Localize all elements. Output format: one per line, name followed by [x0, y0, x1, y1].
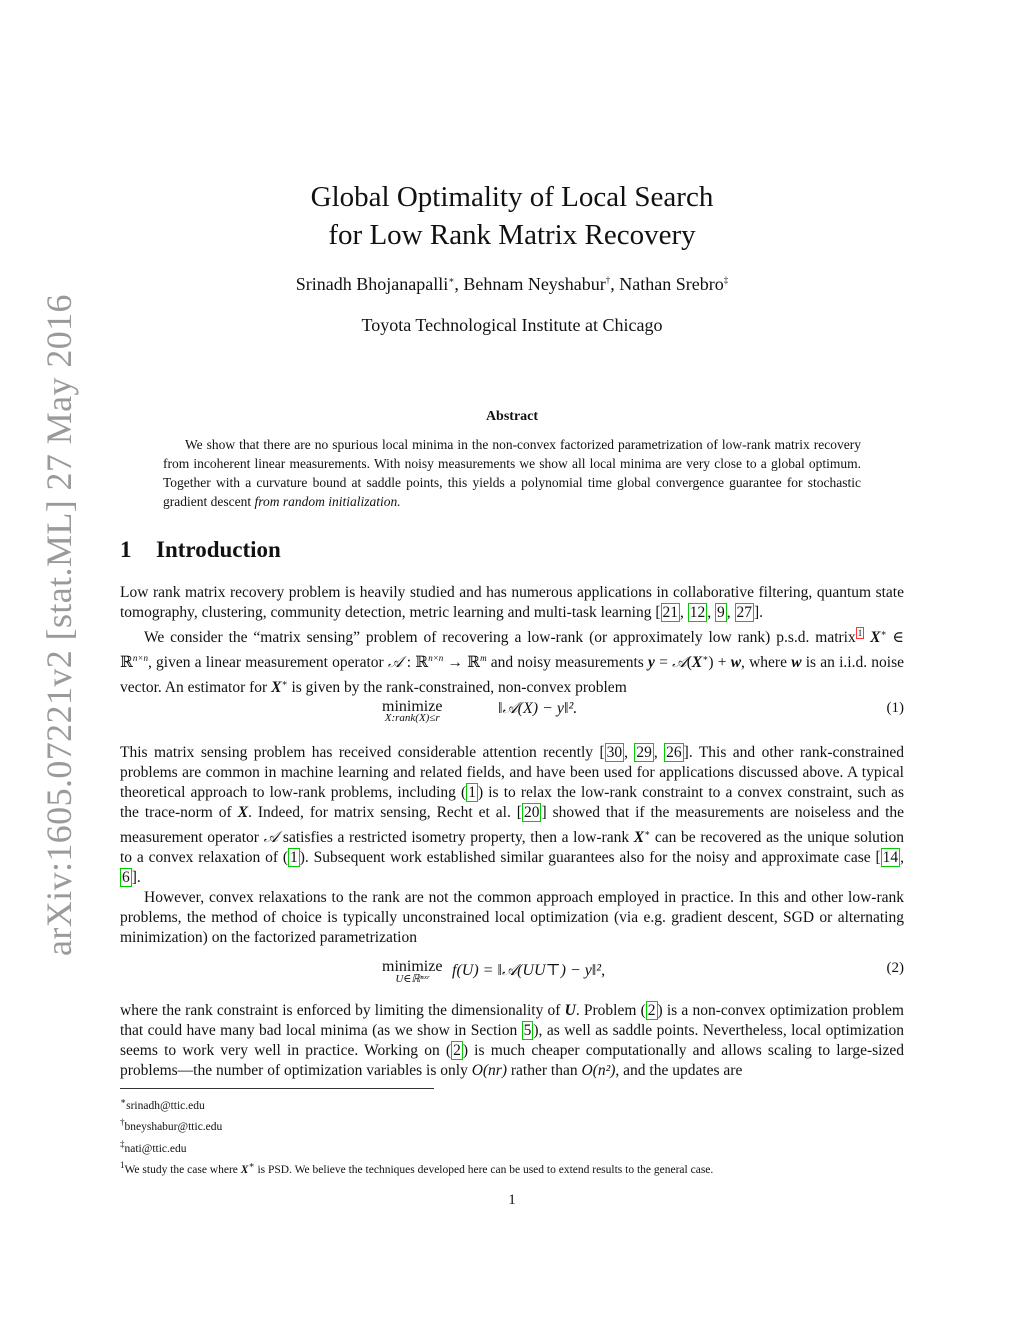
arxiv-stamp-text: arXiv:1605.07221v2 [stat.ML] 27 May 2016 [39, 294, 79, 956]
citation-link[interactable]: 9 [717, 604, 725, 621]
footnotes [120, 1093, 904, 1178]
page-number: 1 [508, 1192, 516, 1208]
equation-link[interactable]: 2 [647, 1002, 656, 1019]
citation-link[interactable]: 29 [636, 744, 652, 761]
intro-paragraph-1: Low rank matrix recovery problem is heavily studied and has numerous applications in collaborative filtering, quantum state tomography, clustering, community detection, metric learning and multi-task learning [ 21 , 12 , 9 , 27 ]. We consider the “matrix sensing” problem of recovering a low-rank (or approximately low rank) p.s.d. matrix $^1$ X∗ ∈ ℝ$^{n\times n}$, given a linear measurement operator 𝒜 : ℝ$^{n\times n}$ → ℝ$^m$ and noisy measurements y = 𝒜(X∗) + w, where w is an i.i.d. noise vector. An estimator for X∗ is given by the rank-constrained, non-convex problem [120, 584, 905, 697]
equation-2: minimize U∈ℝⁿˣʳ f(U) = ‖𝒜(UU⊤) − y‖², (2) [382, 958, 904, 985]
footnote-link[interactable]: 1 [857, 628, 863, 638]
citation-link[interactable]: 27 [736, 604, 752, 621]
footnote-2: †bneyshabur@ttic.edu [120, 1117, 223, 1134]
citation-link[interactable]: 12 [689, 604, 706, 621]
equation-link[interactable]: 2 [453, 1042, 461, 1059]
citation-link[interactable]: 6 [122, 869, 130, 887]
author-2: Behnam Neyshabur [463, 274, 606, 294]
footnote-3: ‡nati@ttic.edu [120, 1138, 187, 1155]
paper-title-line1: Global Optimality of Local Search [310, 181, 714, 213]
author-list: Srinadh Bhojanapalli∗, Behnam Neyshabur†, Nathan Srebro‡ [295, 274, 729, 294]
equation-link[interactable]: 1 [468, 784, 476, 801]
equation-1: minimize X:rank(X)≤r ‖𝒜(X) − y‖². (1) [382, 698, 904, 724]
abstract-heading: Abstract [485, 409, 539, 424]
citation-link[interactable]: 21 [662, 604, 678, 621]
section-link[interactable]: 5 [523, 1022, 532, 1039]
intro-paragraph-2: This matrix sensing problem has received considerable attention recently [ 30 , 29 , 26 ]. This and other rank-constrained problems are common in machine learning and related fields, and have been used for applications discussed above. A typical theoretical approach to low-rank problems, including ( 1 ) is to relax the low-rank constraint to a convex constraint, such as the trace-norm of X. Indeed, for matrix sensing, Recht et al. [ 20 ] showed that if the measurements are noiseless and the measurement operator 𝒜 satisfies a restricted isometry property, then a low-rank X∗ can be recovered as the unique solution to a convex relaxation of ( 1 ). Subsequent work established similar guarantees also for the noisy and approximate case [ 14 , 6 ]. However, convex relaxations to the rank are not the common approach employed in practice. In this and other low-rank problems, the method of choice is typically unconstrained local optimization (via e.g. gradient descent, SGD or alternating minimization) on the factorized parametrization [120, 744, 905, 947]
citation-link[interactable]: 30 [606, 744, 623, 761]
footnote-1: ∗srinadh@ttic.edu [120, 1096, 205, 1112]
author-1: Srinadh Bhojanapalli [295, 274, 449, 294]
section-heading: 1 Introduction [120, 537, 281, 562]
footnote-4: $^1$We study the case where X∗ is PSD. We believe the techniques developed here can be used to extend results to the general case. [120, 1159, 714, 1176]
abstract-body: We show that there are no spurious local minima in the non-convex factorized parametrization of low-rank matrix recovery from incoherent linear measurements. With noisy measurements we show all local minima are very close to a global optimum. Together with a curvature bound at saddle points, this yields a polynomial time global convergence guarantee for stochastic gradient descent from random initialization. [163, 437, 861, 509]
citation-link[interactable]: 14 [882, 849, 899, 867]
citation-link[interactable]: 20 [523, 804, 540, 821]
citation-link[interactable]: 26 [666, 744, 682, 761]
equation-link[interactable]: 1 [290, 849, 298, 867]
author-3: Nathan Srebro [619, 274, 724, 294]
affiliation: Toyota Technological Institute at Chicago [361, 315, 663, 335]
footnote-rule [120, 1088, 434, 1089]
paper-title-line2: for Low Rank Matrix Recovery [328, 219, 696, 251]
intro-paragraph-3: where the rank constraint is enforced by limiting the dimensionality of U. Problem ( 2 ) is a non-convex optimization problem that could have many bad local minima (as we show in Section 5 ), as well as saddle points. Nevertheless, local optimization seems to work very well in practice. Working on ( 2 ) is much cheaper computationally and allows scaling to large-sized problems—the number of optimization variables is only O(nr) rather than O(n²), and the updates are [120, 1002, 905, 1079]
